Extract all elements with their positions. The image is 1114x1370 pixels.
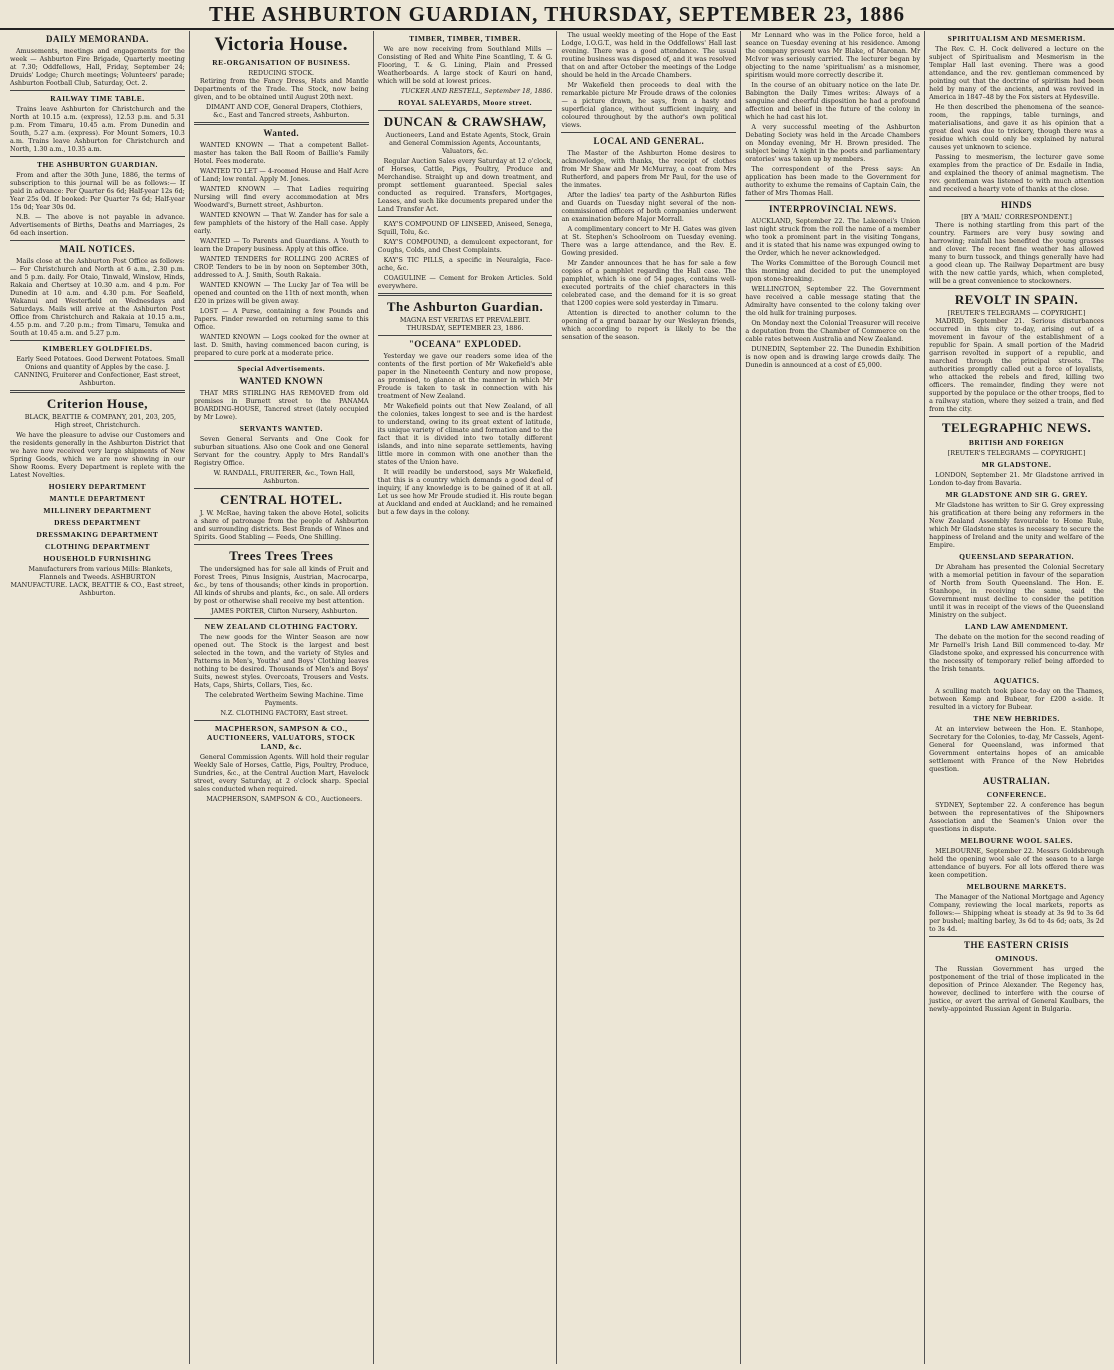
wanted-item: WANTED TENDERS for ROLLING 200 ACRES of CROP. Tenders to be in by noon on September 30th, addressed to A. J. Smith, South Rakaia. bbox=[193, 255, 369, 279]
divider bbox=[929, 196, 1104, 197]
auction-footer: MACPHERSON, SAMPSON & CO., Auctioneers. bbox=[206, 795, 363, 803]
divider bbox=[194, 360, 369, 361]
spiritualism-paragraph: The Rev. C. H. Cock delivered a lecture on the subject of Spiritualism and Mesmerism in the Templar Hall last evening. There was a good attendance, and the rev. gentleman commenced by pointing out that the doctrine of spiritism had been held by many of the ancients, and was revived in America in 1847–48 by the Fox sisters at Hydesville. bbox=[929, 45, 1104, 101]
divider bbox=[194, 488, 369, 489]
criterion-footer: Manufacturers from various Mills: Blankets, Flannels and Tweeds. ASHBURTON MANUFACTURE. LACK, BEATTIE & CO., East street, Ashburton. bbox=[10, 565, 185, 597]
divider bbox=[10, 390, 185, 393]
queensland-heading: QUEENSLAND SEPARATION. bbox=[959, 552, 1074, 561]
local-paragraph: Attention is directed to another column to the opening of a grand bazaar by our Wesleyan friends, which according to report is likely to be the sensation of the season. bbox=[561, 309, 737, 341]
land-law-text: The debate on the motion for the second reading of Mr Parnell's Irish Land Bill commenced to-day. Mr Gladstone spoke, and expressed his concurrence with the necessity of temporary relief being afforded to the Irish tenants. bbox=[929, 633, 1104, 673]
divider bbox=[10, 156, 185, 157]
victoria-text: Retiring from the Fancy Dress, Hats and Mantle Departments of the Trade. The Stock, now being given, and to be obtained until August 20th next. bbox=[193, 77, 369, 101]
memoranda-text: Amusements, meetings and engagements for the week — Ashburton Fire Brigade, Quarterly meeting at 7.30; Oddfellows, Hall, Friday, September 24; Druids' Lodge; Church meetings; Volunteers' parade; Ashburton Football Club, Saturday, Oct. 2. bbox=[10, 47, 185, 87]
wanted-item: WANTED KNOWN — That W. Zander has for sale a few pamphlets of the history of the Hall case. Apply early. bbox=[193, 211, 369, 235]
timber-signature: TUCKER AND RESTELL, September 18, 1886. bbox=[400, 87, 553, 95]
column-5 bbox=[741, 31, 925, 1364]
divider bbox=[745, 200, 920, 201]
auction-heading: MACPHERSON, SAMPSON & CO., AUCTIONEERS, VALUATORS, STOCK LAND, &c. bbox=[207, 724, 356, 751]
divider bbox=[378, 293, 553, 296]
gladstone-heading: MR GLADSTONE. bbox=[981, 460, 1052, 469]
servants-text: Seven General Servants and One Cook for suburban situations. Also one Cook and one General Servant for the country. Apply to Mrs Randall's Registry Office. bbox=[193, 435, 369, 467]
wanted-item: WANTED KNOWN — That a competent Ballet-master has taken the Ball Room of Baillie's Family Hotel. Fees moderate. bbox=[193, 141, 369, 165]
divider bbox=[378, 216, 553, 217]
wool-sales-text: MELBOURNE, September 22. Messrs Goldsbrough held the opening wool sale of the season to a large attendance of buyers. For all lots offered there was keen competition. bbox=[929, 847, 1104, 879]
interprovincial-paragraph: AUCKLAND, September 22. The Lakeonei's Union last night struck from the roll the name of a member who took a prominent part in the visiting Tongans, and it is stated that his name was expunged owing to the Order, which he never acknowledged. bbox=[745, 217, 921, 257]
column-2 bbox=[190, 31, 374, 1364]
nz-clothing-signature: N.Z. CLOTHING FACTORY, East street. bbox=[220, 709, 348, 717]
gladstone-grey-heading: MR GLADSTONE AND SIR G. GREY. bbox=[945, 490, 1088, 499]
local-paragraph: The Master of the Ashburton Home desires to acknowledge, with thanks, the receipt of clothes from Mr Shaw and Mr McMurray, a coat from Mrs Rutherford, and papers from Mr Paul, for the use of the inmates. bbox=[561, 149, 737, 189]
railway-heading: RAILWAY TIME TABLE. bbox=[50, 94, 145, 103]
wanted-item: WANTED KNOWN — That Ladies requiring Nursing will find every accommodation at Mrs Woodward's, Burnett street, Ashburton. bbox=[193, 185, 369, 209]
railway-text: Trains leave Ashburton for Christchurch and the North at 10.15 a.m. (express), 12.53 p.m. and 5.31 p.m. From Timaru, 10.45 a.m. From Dunedin and South, 5.27 a.m. (express). For Mount Somers, 10.3 a.m. Trains leave Ashburton for Christchurch and North, 1.30 a.m., 10.35 a.m. bbox=[10, 105, 185, 153]
spiritualism-paragraph: Passing to mesmerism, the lecturer gave some examples from the practice of Dr. Esdaile in India, and explained the theory of animal magnetism. The rev. gentleman was listened to with much attention and received a hearty vote of thanks at the close. bbox=[929, 153, 1104, 193]
issue-date: THURSDAY, SEPTEMBER 23, 1886. bbox=[406, 324, 524, 332]
local-paragraph: Mr Zander announces that he has for sale a few copies of a pamphlet regarding the Hall case. The pamphlet, which is one of 54 pages, contains well-executed portraits of the chief characters in this celebrated case, and the demand for it is so great that 1200 copies were sold yesterday in Timaru. bbox=[561, 259, 737, 307]
reducing-stock-line: REDUCING STOCK. bbox=[248, 69, 315, 77]
servants-heading: SERVANTS WANTED. bbox=[239, 424, 323, 433]
conference-heading: CONFERENCE. bbox=[986, 790, 1047, 799]
nz-clothing-text: The new goods for the Winter Season are now opened out. The Stock is the largest and best selected in the town, and the variety of Styles and Patterns in Men's, Youths' and Boys' Clothing leaves nothing to be desired. Thousands of Men's and Boys' Suits, newest styles. Overcoats, Trousers and Vests. Hats, Caps, Shirts, Collars, Ties, &c. bbox=[193, 633, 369, 689]
divider bbox=[194, 618, 369, 619]
divider bbox=[10, 90, 185, 91]
oceana-continued: The usual weekly meeting of the Hope of the East Lodge, I.O.G.T., was held in the Oddfellows' Hall last evening. There was a good attendance. The usual routine business was disposed of, and it was resolved that on and after October the meetings of the Lodge should be held in the Arcade Chambers. bbox=[561, 31, 737, 79]
australian-heading: AUSTRALIAN. bbox=[982, 776, 1051, 786]
kays-item: KAY'S TIC PILLS, a specific in Neuralgia, Face-ache, &c. bbox=[377, 256, 553, 272]
masthead: THE ASHBURTON GUARDIAN, THURSDAY, SEPTEMBER 23, 1886 bbox=[0, 0, 1114, 30]
oceana-heading: "OCEANA" EXPLODED. bbox=[408, 339, 522, 349]
saleyards-heading: ROYAL SALEYARDS, Moore street. bbox=[398, 98, 533, 107]
oceana-continued: Mr Wakefield then proceeds to deal with the remarkable picture Mr Froude draws of the colonies — a picture drawn, he says, from a hasty and superficial glance, without sufficient inquiry, and coloured throughout by the author's own political views. bbox=[561, 81, 737, 129]
local-continued: A very successful meeting of the Ashburton Debating Society was held in the Arcade Chambers on Monday evening, Mr H. Brown presided. The subject being 'A night in the poets and parliamentary oratories' was taken up by members. bbox=[745, 123, 921, 163]
nz-clothing-heading: NEW ZEALAND CLOTHING FACTORY. bbox=[204, 622, 358, 631]
divider bbox=[378, 335, 553, 336]
eastern-crisis-text: The Russian Government has urged the postponement of the trial of those implicated in the deposition of Prince Alexander. The Regency has, however, declined to interfere with the course of justice, or avert the arrival of General Kaulbars, the newly-appointed Russian Agent in Bulgaria. bbox=[929, 965, 1104, 1013]
special-ads-heading: Special Advertisements. bbox=[237, 364, 326, 373]
kimberley-text: Early Seed Potatoes. Good Derwent Potatoes. Small Onions and quantity of Apples by the case. J. CANNING, Fruiterer and Confectioner, East street, Ashburton. bbox=[14, 355, 185, 387]
guardian-terms-note: N.B. — The above is not payable in advance. Advertisements of Births, Deaths and Marriages, 2s 6d each insertion. bbox=[10, 213, 185, 237]
department-item: HOUSEHOLD FURNISHING bbox=[43, 554, 152, 563]
interprovincial-paragraph: DUNEDIN, September 22. The Dunedin Exhibition is now open and is drawing large crowds daily. The Dunedin is announced at a cost of £5,000. bbox=[745, 345, 921, 369]
local-general-heading: LOCAL AND GENERAL. bbox=[593, 136, 705, 146]
victoria-heading: Victoria House. bbox=[214, 34, 348, 55]
department-item: HOSIERY DEPARTMENT bbox=[48, 482, 147, 491]
divider bbox=[378, 110, 553, 111]
interprovincial-paragraph: On Monday next the Colonial Treasurer will receive a deputation from the Chamber of Commerce on the cable rates between Australia and New Zealand. bbox=[745, 319, 921, 343]
ominous-heading: OMINOUS. bbox=[995, 954, 1038, 963]
telegraphic-subheading: BRITISH AND FOREIGN bbox=[968, 438, 1065, 447]
auction-text: General Commission Agents. Will hold their regular Weekly Sale of Horses, Cattle, Pigs, Poultry, Produce, Sundries, &c., at the Central Auction Mart, Havelock street, every Saturday, at 2 o'clock sharp. Special sales conducted when required. bbox=[193, 753, 369, 793]
hebrides-text: At an interview between the Hon. E. Stanhope, Secretary for the Colonies, to-day, Mr Cassels, Agent-General for Queensland, was informed that Government entertains hopes of an amicable settlement with France of the New Hebrides question. bbox=[929, 725, 1104, 773]
guardian-terms-text: From and after the 30th June, 1886, the terms of subscription to this journal will be as follows:— If paid in advance: Per Quarter 6s 6d; Half-year 12s 6d; Year 25s 0d. If booked: Per Quarter 7s 6d; Half-year 15s 0d; Year 30s 0d. bbox=[10, 171, 185, 211]
criterion-subheading: BLACK, BEATTIE & COMPANY, 201, 203, 205, High street, Christchurch. bbox=[24, 413, 177, 429]
central-hotel-text: J. W. McRae, having taken the above Hotel, solicits a share of patronage from the people of Ashburton and surrounding districts. Best Brands of Wines and Spirits. Good Stabling — Feeds, One Shilling. bbox=[193, 509, 369, 541]
local-paragraph: After the ladies' tea party of the Ashburton Rifles and Guards on Tuesday night several of the non-commissioned officers of both companies underwent an examination before Major Morrall. bbox=[561, 191, 737, 223]
oceana-paragraph: Yesterday we gave our readers some idea of the contents of the first portion of Mr Wakefield's able paper in the Nineteenth Century and now propose, as promised, to glance at the manner in which Mr Froude is taken to task in connection with his treatment of New Zealand. bbox=[377, 352, 553, 400]
wanted-item: WANTED — To Parents and Guardians. A Youth to learn the Drapery business. Apply at this office. bbox=[193, 237, 369, 253]
wanted-item: WANTED KNOWN — Logs cooked for the owner at last. D. Smith, having commenced bacon curing, is prepared to cure pork at a moderate price. bbox=[193, 333, 369, 357]
oceana-paragraph: Mr Wakefield points out that New Zealand, of all the colonies, takes longest to see and is the hardest to understand, owing to its great extent of latitude, its unique variety of climate and formation and to the fact that it is divided into two totally different islands, and into nine separate settlements, having little more in common with one another than the states of the Union have. bbox=[377, 402, 553, 466]
interprovincial-paragraph: The Works Committee of the Borough Council met this morning and decided to put the unemployed upon stone-breaking. bbox=[745, 259, 921, 283]
kays-item: KAY'S COMPOUND OF LINSEED, Aniseed, Senega, Squill, Tolu, &c. bbox=[377, 220, 553, 236]
local-paragraph: A complimentary concert to Mr H. Gates was given at St. Stephen's Schoolroom on Tuesday evening. There was a large attendance, and the Rev. E. Gowing presided. bbox=[561, 225, 737, 257]
department-item: CLOTHING DEPARTMENT bbox=[44, 542, 150, 551]
duncan-text: Regular Auction Sales every Saturday at 12 o'clock, of Horses, Cattle, Pigs, Poultry, Produce and Merchandise. Straight up and down treatment, and prompt settlement guaranteed. Special sales conducted as required. Transfers, Mortgages, Leases, and such like documents prepared under the Land Transfer Act. bbox=[377, 157, 553, 213]
divider bbox=[194, 720, 369, 721]
column-6 bbox=[925, 31, 1108, 1364]
kimberley-heading: KIMBERLEY GOLDFIELDS. bbox=[42, 344, 153, 353]
guardian-terms-heading: THE ASHBURTON GUARDIAN. bbox=[36, 160, 158, 169]
motto: MAGNA EST VERITAS ET PREVALEBIT. bbox=[399, 316, 531, 324]
duncan-heading: DUNCAN & CRAWSHAW, bbox=[383, 114, 547, 129]
reorganisation-heading: RE-ORGANISATION OF BUSINESS. bbox=[212, 58, 351, 67]
mail-text: Mails close at the Ashburton Post Office as follows:— For Christchurch and North at 6 a.m., 2.30 p.m. and 5 p.m. daily. For Otaio, Tinwald, Winslow, Hinds, Rakaia and Chertsey at 10.30 a.m. and 4 p.m. For Dunedin at 10 a.m. and 4.30 p.m. For Seafield, Wakanui and Westerfield on Wednesdays and Saturdays. Mails will arrive at the Ashburton Post Office from Christchurch and Rakaia at 10.15 a.m., 4.55 p.m. and 7.20 p.m.; from Timaru, Temuka and South at 10.45 a.m. and 5.27 p.m. bbox=[10, 257, 185, 337]
central-hotel-heading: CENTRAL HOTEL. bbox=[219, 492, 343, 507]
queensland-text: Dr Abraham has presented the Colonial Secretary with a memorial petition in favour of the separation of North from South Queensland. The Hon. E. Stanhope, in receiving the same, said the Government must decline to consider the petition until it was in receipt of the views of the Queensland Ministry on the subject. bbox=[929, 563, 1104, 619]
aquatics-text: A sculling match took place to-day on the Thames, between Kemp and Bubear, for £200 a-side. It resulted in a victory for Bubear. bbox=[929, 687, 1104, 711]
oceana-paragraph: It will readily be understood, says Mr Wakefield, that this is a country which demands a good deal of inquiry, if any knowledge is to be gained of it at all. Let us see how Mr Froude studied it. His route began at Auckland and ended at Auckland; and he remained but a few days in the colony. bbox=[377, 468, 553, 516]
department-item: MANTLE DEPARTMENT bbox=[49, 494, 146, 503]
aquatics-heading: AQUATICS. bbox=[993, 676, 1040, 685]
spiritualism-continued: Mr Lennard who was in the Police force, held a seance on Tuesday evening at his residence. Among the company present was Mr Blake, of Maronan. Mr McIvor was seriously carried. The lecturer began by objecting to the name 'spiritualism' as a misnomer, spiritism would more correctly describe it. bbox=[745, 31, 921, 79]
conference-text: SYDNEY, September 22. A conference has begun between the representatives of the Shipowners Association and the Seamen's Union over the questions in dispute. bbox=[929, 801, 1104, 833]
wanted-item: WANTED TO LET — 4-roomed House and Half Acre of Land; low rental. Apply M. Jones. bbox=[193, 167, 369, 183]
column-3 bbox=[374, 31, 558, 1364]
duncan-subheading: Auctioneers, Land and Estate Agents, Stock, Grain and General Commission Agents, Accountants, Valuators, &c. bbox=[385, 131, 551, 155]
divider bbox=[194, 122, 369, 125]
wanted-heading: Wanted. bbox=[263, 128, 300, 138]
telegraphic-heading: TELEGRAPHIC NEWS. bbox=[941, 420, 1092, 435]
randall-text: W. RANDALL, FRUITERER, &c., Town Hall, Ashburton. bbox=[213, 469, 355, 485]
spiritualism-heading: SPIRITUALISM AND MESMERISM. bbox=[947, 34, 1086, 43]
memoranda-heading: DAILY MEMORANDA. bbox=[45, 34, 149, 44]
criterion-text: We have the pleasure to advise our Customers and the residents generally in the Ashburton District that we have now received very large shipments of New Spring Goods, which we are now showing in our Show Rooms. Every Department is replete with the Latest Novelties. bbox=[10, 431, 185, 479]
column-4 bbox=[557, 31, 741, 1364]
hinds-byline: [BY A 'MAIL' CORRESPONDENT.] bbox=[961, 213, 1072, 221]
panama-text: THAT MRS STIRLING HAS REMOVED from old premises in Burnett street to the PANAMA BOARDING-HOUSE, Tancred street (lately occupied by Mr Lowe). bbox=[193, 389, 369, 421]
spiritualism-paragraph: He then described the phenomena of the seance-room, the rappings, table turnings, and materialisations, and gave it as his opinion that a great deal was due to trickery, though there was a residue which could only be explained by natural causes yet unknown to science. bbox=[929, 103, 1104, 151]
department-item: MILLINERY DEPARTMENT bbox=[43, 506, 152, 515]
department-item: DRESS DEPARTMENT bbox=[54, 518, 141, 527]
trees-heading: Trees Trees Trees bbox=[229, 548, 334, 563]
divider bbox=[10, 340, 185, 341]
mail-heading: MAIL NOTICES. bbox=[59, 244, 136, 254]
hinds-heading: HINDS bbox=[1001, 200, 1033, 210]
markets-text: The Manager of the National Mortgage and Agency Company, reviewing the local markets, reports as follows:— Shipping wheat is steady at 3s 9d to 3s 6d per bushel; malting barley, 3s 6d to 4s 6d; oats, 3s 2d to 3s 4d. bbox=[929, 893, 1104, 933]
divider bbox=[929, 288, 1104, 289]
divider bbox=[10, 240, 185, 241]
kays-item: KAY'S COMPOUND, a demulcent expectorant, for Coughs, Colds, and Chest Complaints. bbox=[377, 238, 553, 254]
hebrides-heading: THE NEW HEBRIDES. bbox=[973, 714, 1060, 723]
divider bbox=[561, 132, 736, 133]
divider bbox=[929, 936, 1104, 937]
divider bbox=[194, 544, 369, 545]
timber-text: We are now receiving from Southland Mills — Consisting of Red and White Pine Scantling, T. & G. Flooring, T. & G. Lining, Plain and Pressed Weatherboards. A large stock of Kauri on hand, which will be sold at lowest prices. bbox=[377, 45, 553, 85]
interprovincial-heading: INTERPROVINCIAL NEWS. bbox=[768, 204, 897, 214]
divider bbox=[929, 416, 1104, 417]
wanted-item: WANTED KNOWN — The Lucky Jar of Tea will be opened and counted on the 11th of next month, when £20 in prizes will be given away. bbox=[193, 281, 369, 305]
department-item: DRESSMAKING DEPARTMENT bbox=[36, 530, 159, 539]
column-1 bbox=[6, 31, 190, 1364]
revolt-text: MADRID, September 21. Serious disturbances occurred in this city to-day, arising out of a movement in favour of the establishment of a republic for Spain. A small portion of the Madrid garrison revolted in support of a republic, and marched through the principal streets. The authorities promptly called out a force of loyalists, who attacked the rebels and fired, killing two officers. The remainder, finding they were not supported by the populace or the other troops, fled to a railway station, where they seized a train, and fled from the city. bbox=[929, 317, 1104, 413]
wool-sales-heading: MELBOURNE WOOL SALES. bbox=[960, 836, 1073, 845]
land-law-heading: LAND LAW AMENDMENT. bbox=[964, 622, 1069, 631]
local-continued: In the course of an obituary notice on the late Dr. Babington the Daily Times writes: Always of a sanguine and cheerful disposition he had a profound affection and belief in the future of the colony in which he had cast his lot. bbox=[745, 81, 921, 121]
criterion-heading: Criterion House, bbox=[46, 396, 148, 411]
revolt-heading: REVOLT IN SPAIN. bbox=[954, 292, 1079, 307]
sewing-machine-line: The celebrated Wertheim Sewing Machine. Time Payments. bbox=[205, 691, 364, 707]
eastern-crisis-heading: THE EASTERN CRISIS bbox=[964, 940, 1070, 950]
timber-heading: TIMBER, TIMBER, TIMBER. bbox=[409, 34, 521, 43]
revolt-byline: [REUTER'S TELEGRAMS — COPYRIGHT.] bbox=[947, 309, 1086, 317]
wanted-known-heading: WANTED KNOWN bbox=[239, 376, 324, 386]
trees-text: The undersigned has for sale all kinds of Fruit and Forest Trees, Pinus Insignis, Austrian, Macrocarpa, &c., by tens of thousands; other kinds in proportion. All kinds of shrubs and plants, &c., on sale. All orders by post or otherwise shall receive my best attention. bbox=[193, 565, 369, 605]
telegraphic-byline: [REUTER'S TELEGRAMS — COPYRIGHT.] bbox=[947, 449, 1086, 457]
interprovincial-paragraph: WELLINGTON, September 22. The Government have received a cable message stating that the Admiralty have consented to the colony taking over the old hulk for training purposes. bbox=[745, 285, 921, 317]
kays-item: COAGULINE — Cement for Broken Articles. Sold everywhere. bbox=[377, 274, 553, 290]
victoria-signature: DIMANT AND COE, General Drapers, Clothiers, &c., East and Tancred streets, Ashburton. bbox=[205, 103, 363, 119]
gladstone-grey-text: Mr Gladstone has written to Sir G. Grey expressing his gratification at there being any reformers in the New Zealand Assembly favourable to Home Rule, which Mr Gladstone states is necessary to secure the happiness of Ireland and the unity and welfare of the Empire. bbox=[929, 501, 1104, 549]
newspaper-title: The Ashburton Guardian. bbox=[386, 299, 544, 314]
local-continued: The correspondent of the Press says: An application has been made to the Government for authority to exhume the remains of Captain Cain, the father of Mrs Thomas Hall. bbox=[745, 165, 921, 197]
gladstone-text: LONDON, September 21. Mr Gladstone arrived in London to-day from Bavaria. bbox=[929, 471, 1104, 487]
columns bbox=[6, 31, 1108, 1364]
markets-heading: MELBOURNE MARKETS. bbox=[966, 882, 1067, 891]
hinds-text: There is nothing startling from this part of the country. Farmers are very busy sowing and harrowing; rainfall has benefited the young grasses and clover. The recent fine weather has allowed many to burn tussock, and things generally have had a good clean up. The Railway Department are busy with the new cattle yards, which, when completed, will be a great convenience to stockowners. bbox=[929, 221, 1104, 285]
trees-signature: JAMES PORTER, Clifton Nursery, Ashburton. bbox=[211, 607, 358, 615]
wanted-item: LOST — A Purse, containing a few Pounds and Papers. Finder rewarded on returning same to this Office. bbox=[193, 307, 369, 331]
